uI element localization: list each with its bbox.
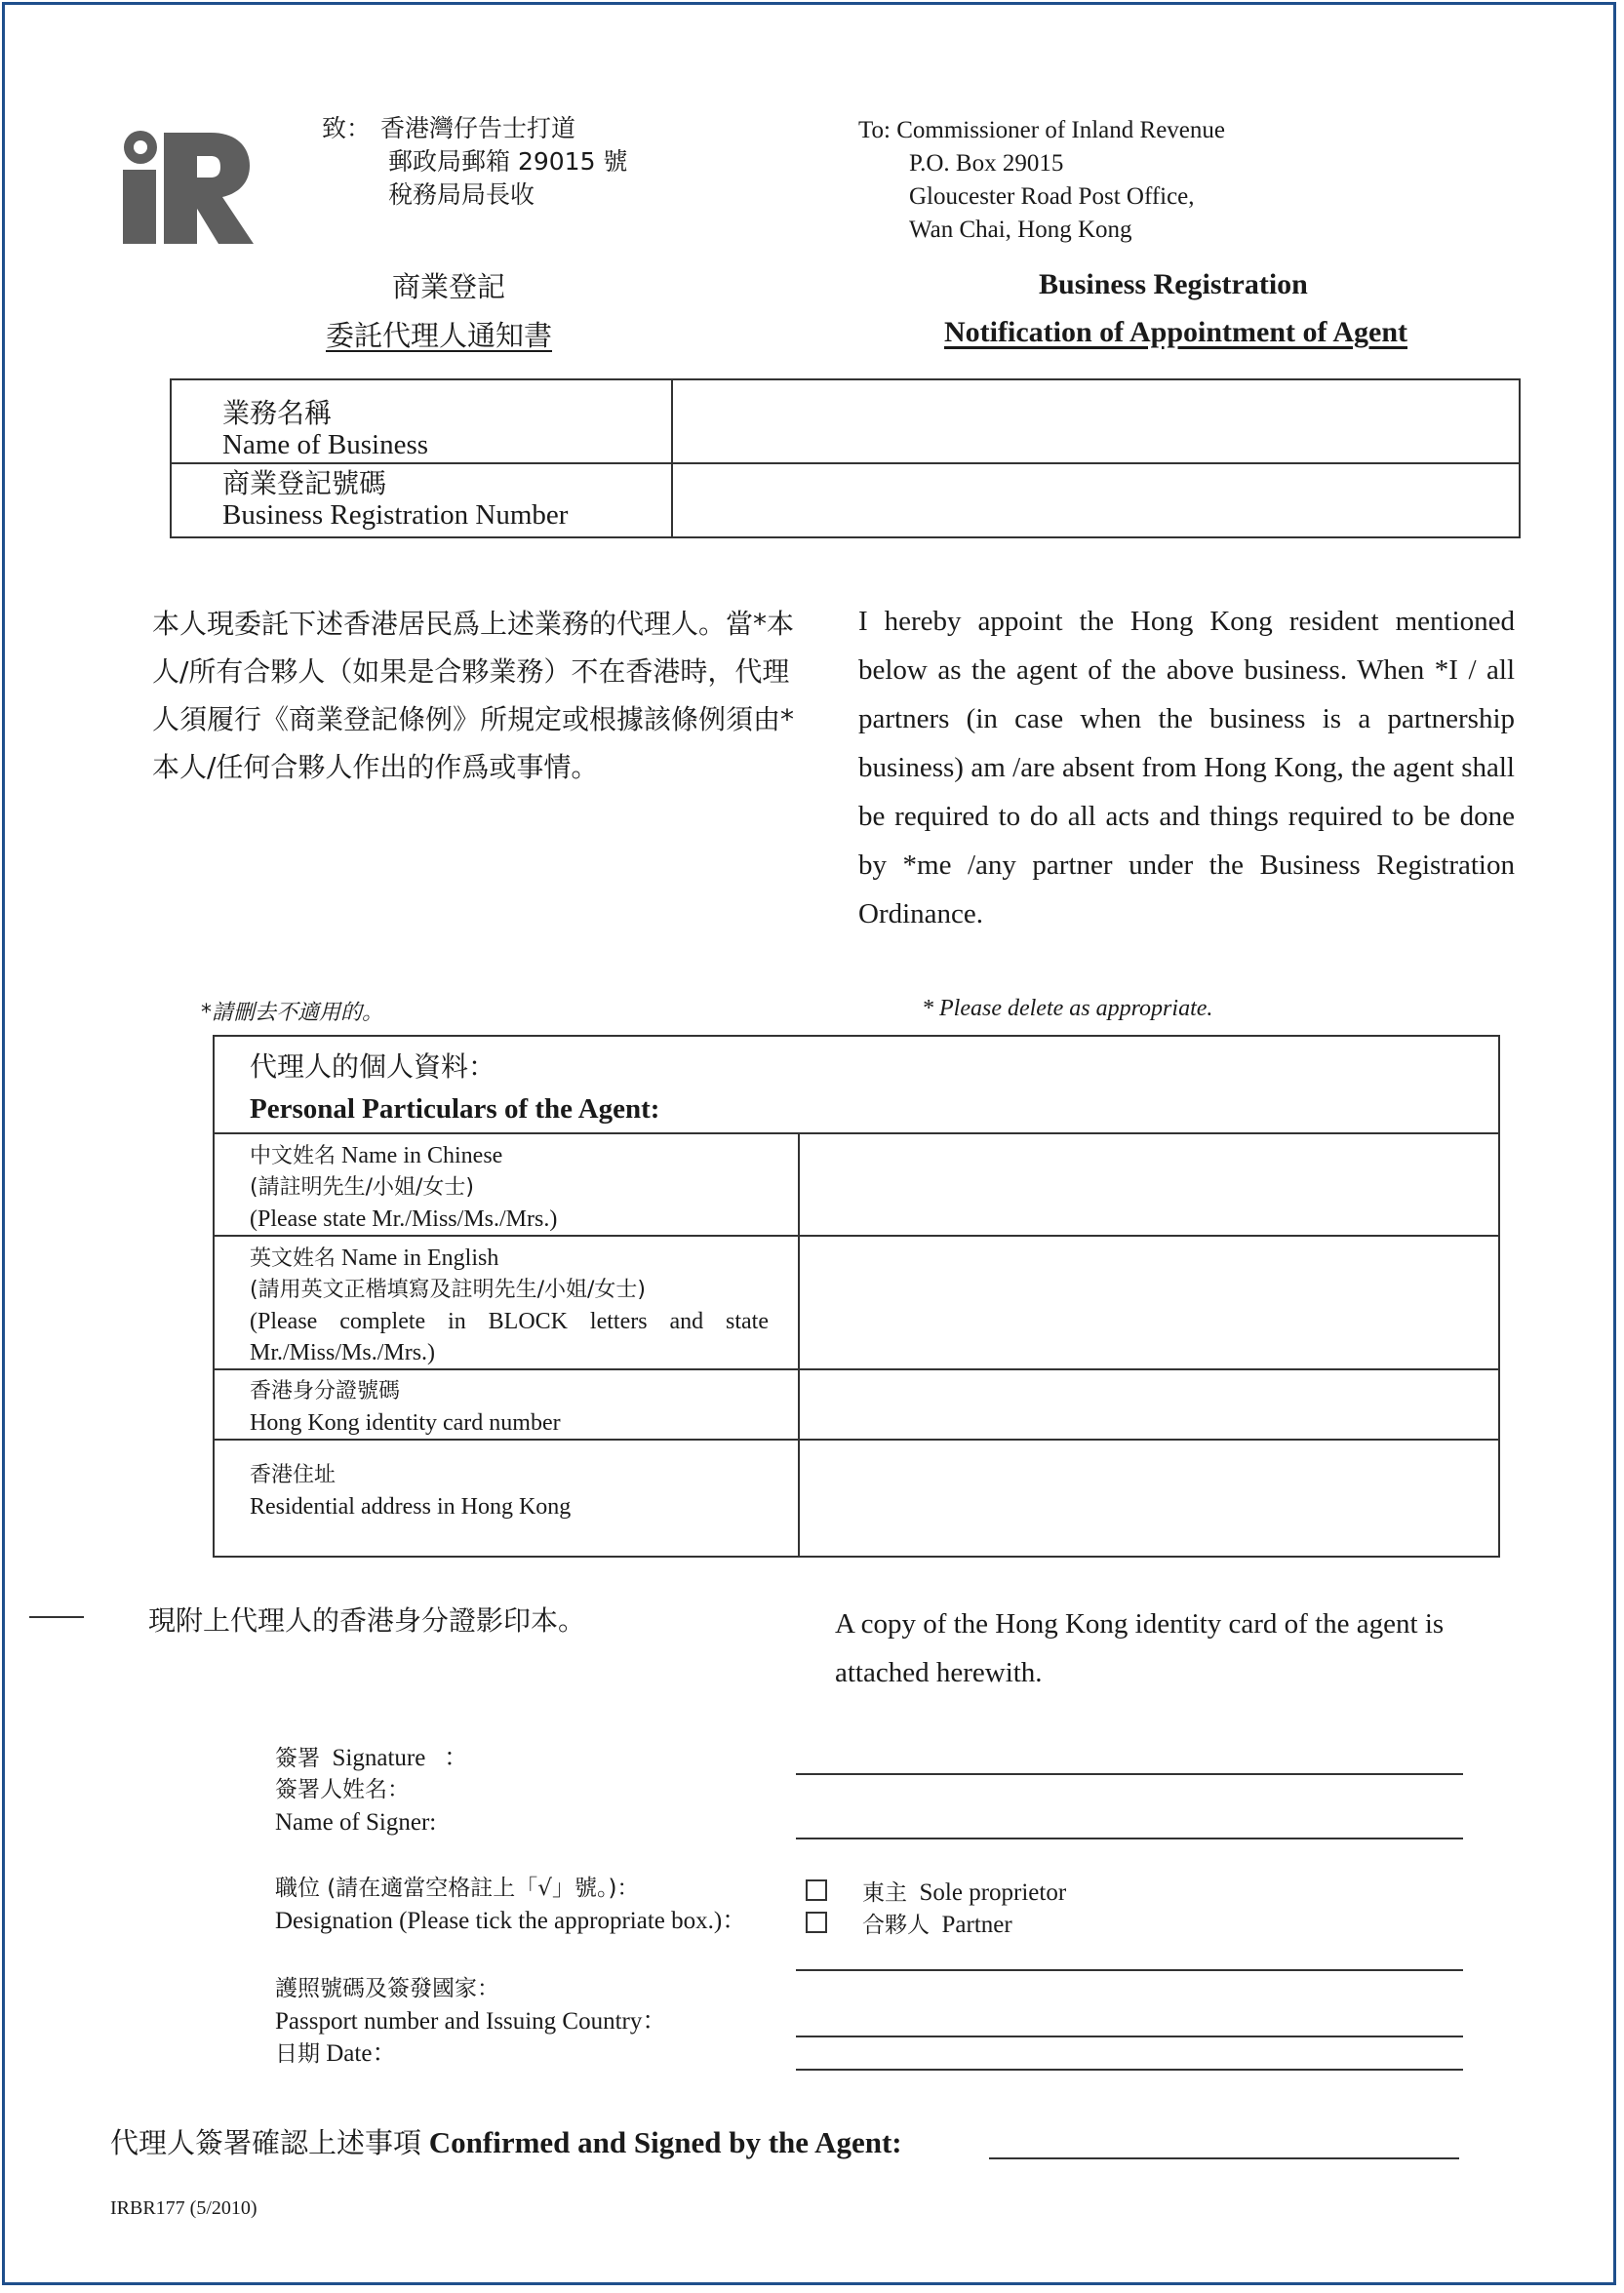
agent-row-2-zh: 英文姓名 xyxy=(250,1246,337,1271)
agent-hkid-label xyxy=(214,1369,799,1440)
note-en: * Please delete as appropriate. xyxy=(922,996,1213,1021)
designation-zh: 職位 (請在適當空格註上「√」號。)： xyxy=(275,1876,640,1901)
address-en-line-1: Commissioner of Inland Revenue xyxy=(896,117,1225,143)
sole-proprietor-zh: 東主 xyxy=(862,1880,907,1906)
agent-table-header xyxy=(214,1036,1499,1133)
passport-en: Passport number and Issuing Country： xyxy=(275,2008,667,2035)
confirm-en: Confirmed and Signed by the Agent: xyxy=(428,2125,902,2159)
business-table xyxy=(170,378,1521,538)
confirm-zh: 代理人簽署確認上述事項 xyxy=(110,2126,422,2159)
business-name-zh: 業務名稱 xyxy=(222,397,333,429)
agent-particulars-table xyxy=(213,1035,1500,1558)
signer-label xyxy=(275,1774,436,1838)
address-chinese xyxy=(322,112,627,212)
title-zh-line-1: 商業登記 xyxy=(392,270,506,303)
agent-row-1-zh2: (請註明先生/小姐/女士) xyxy=(250,1175,474,1200)
appointment-text-zh: 本人現委託下述香港居民爲上述業務的代理人。當*本人/所有合夥人（如果是合夥業務）不在香港時，代理人須履行《商業登記條例》所規定或根據該條例須由*本人/任何合夥人作出的作爲或事情。 xyxy=(152,608,795,783)
address-zh-line-2: 郵政局郵箱 29015 號 xyxy=(388,147,628,176)
address-en-line-4: Wan Chai, Hong Kong xyxy=(909,217,1132,243)
passport-zh: 護照號碼及簽發國家： xyxy=(275,1976,499,2001)
agent-confirmation xyxy=(110,2121,902,2161)
business-brn-label xyxy=(171,463,672,537)
title-en-line-2: Notification of Appointment of Agent xyxy=(944,316,1407,348)
attachment-text-zh: 現附上代理人的香港身分證影印本。 xyxy=(148,1604,586,1637)
agent-address-field[interactable] xyxy=(799,1440,1499,1557)
signature-line[interactable] xyxy=(796,1773,1463,1775)
agent-header-en: Personal Particulars of the Agent: xyxy=(250,1093,660,1125)
signature-colon: ： xyxy=(444,1745,469,1771)
sole-proprietor-en: Sole proprietor xyxy=(919,1879,1067,1906)
agent-row-4-en: Residential address in Hong Kong xyxy=(250,1494,572,1520)
signer-en: Name of Signer: xyxy=(275,1809,437,1836)
appointment-text-en: I hereby appoint the Hong Kong resident mentioned below as the agent of the above business. When *I / all partners (in case when the business is a partnership business) am /are absent from Hong Kong, the agent shall be required to do all acts and things required to be done by *me /any partner under the Business Registration Ordinance. xyxy=(858,606,1515,929)
agent-row-2-zh2: (請用英文正楷填寫及註明先生/小姐/女士) xyxy=(250,1278,646,1302)
signature-label xyxy=(275,1742,468,1775)
agent-row-4-zh: 香港住址 xyxy=(250,1463,337,1487)
passport-label xyxy=(275,1973,666,2071)
date-line[interactable] xyxy=(796,2069,1463,2071)
partner-en: Partner xyxy=(941,1912,1012,1938)
agent-header-zh: 代理人的個人資料： xyxy=(250,1050,496,1083)
partner-option xyxy=(862,1907,1012,1939)
designation-en: Designation (Please tick the appropriate box.)： xyxy=(275,1908,747,1934)
title-zh-line-2: 委託代理人通知書 xyxy=(326,319,553,352)
address-zh-line-3: 稅務局局長收 xyxy=(388,180,535,209)
date-zh: 日期 xyxy=(275,2041,320,2067)
agent-hkid-field[interactable] xyxy=(799,1369,1499,1440)
address-zh-to: 致： xyxy=(322,114,372,142)
agent-signature-line[interactable] xyxy=(989,2157,1459,2159)
title-en-line-1: Business Registration xyxy=(1039,268,1308,300)
margin-dash xyxy=(29,1616,84,1618)
business-name-en: Name of Business xyxy=(222,429,429,460)
agent-row-3-zh: 香港身分證號碼 xyxy=(250,1379,401,1403)
designation-line[interactable] xyxy=(796,1969,1463,1971)
address-en-line-3: Gloucester Road Post Office, xyxy=(909,183,1195,210)
passport-line[interactable] xyxy=(796,2036,1463,2037)
business-brn-field[interactable] xyxy=(672,463,1520,537)
agent-row-2-en: Name in English xyxy=(341,1245,499,1271)
partner-zh: 合夥人 xyxy=(862,1913,930,1938)
signature-zh: 簽署 xyxy=(275,1746,320,1771)
sole-proprietor-checkbox[interactable] xyxy=(806,1879,827,1901)
agent-row-3-en: Hong Kong identity card number xyxy=(250,1410,561,1436)
agent-row-1-zh: 中文姓名 xyxy=(250,1144,337,1168)
business-brn-en: Business Registration Number xyxy=(222,499,569,531)
signer-name-line[interactable] xyxy=(796,1838,1463,1839)
ir-logo xyxy=(121,131,254,244)
agent-english-name-field[interactable] xyxy=(799,1236,1499,1369)
agent-chinese-name-label xyxy=(214,1133,799,1236)
agent-row-1-en: Name in Chinese xyxy=(341,1143,503,1168)
agent-address-label xyxy=(214,1440,799,1557)
partner-checkbox[interactable] xyxy=(806,1912,827,1933)
date-en: Date： xyxy=(326,2040,397,2067)
address-zh-line-1: 香港灣仔告士打道 xyxy=(379,114,575,142)
agent-english-name-label xyxy=(214,1236,799,1369)
business-brn-zh: 商業登記號碼 xyxy=(222,467,387,499)
address-english xyxy=(858,114,1225,247)
address-en-to: To: xyxy=(858,117,891,143)
agent-row-2-en2: (Please complete in BLOCK letters and state Mr./Miss/Ms./Mrs.) xyxy=(250,1309,769,1365)
sole-proprietor-option xyxy=(862,1875,1066,1907)
agent-chinese-name-field[interactable] xyxy=(799,1133,1499,1236)
business-name-label xyxy=(171,379,672,463)
agent-row-1-en2: (Please state Mr./Miss/Ms./Mrs.) xyxy=(250,1206,558,1232)
designation-label xyxy=(275,1873,746,1937)
business-name-field[interactable] xyxy=(672,379,1520,463)
address-en-line-2: P.O. Box 29015 xyxy=(909,150,1064,177)
attachment-text-en: A copy of the Hong Kong identity card of the agent is attached herewith. xyxy=(835,1608,1445,1688)
signature-en: Signature xyxy=(332,1745,426,1771)
form-number: IRBR177 (5/2010) xyxy=(110,2197,257,2219)
note-zh: *請刪去不適用的。 xyxy=(201,1001,384,1025)
signer-zh: 簽署人姓名： xyxy=(275,1777,410,1802)
